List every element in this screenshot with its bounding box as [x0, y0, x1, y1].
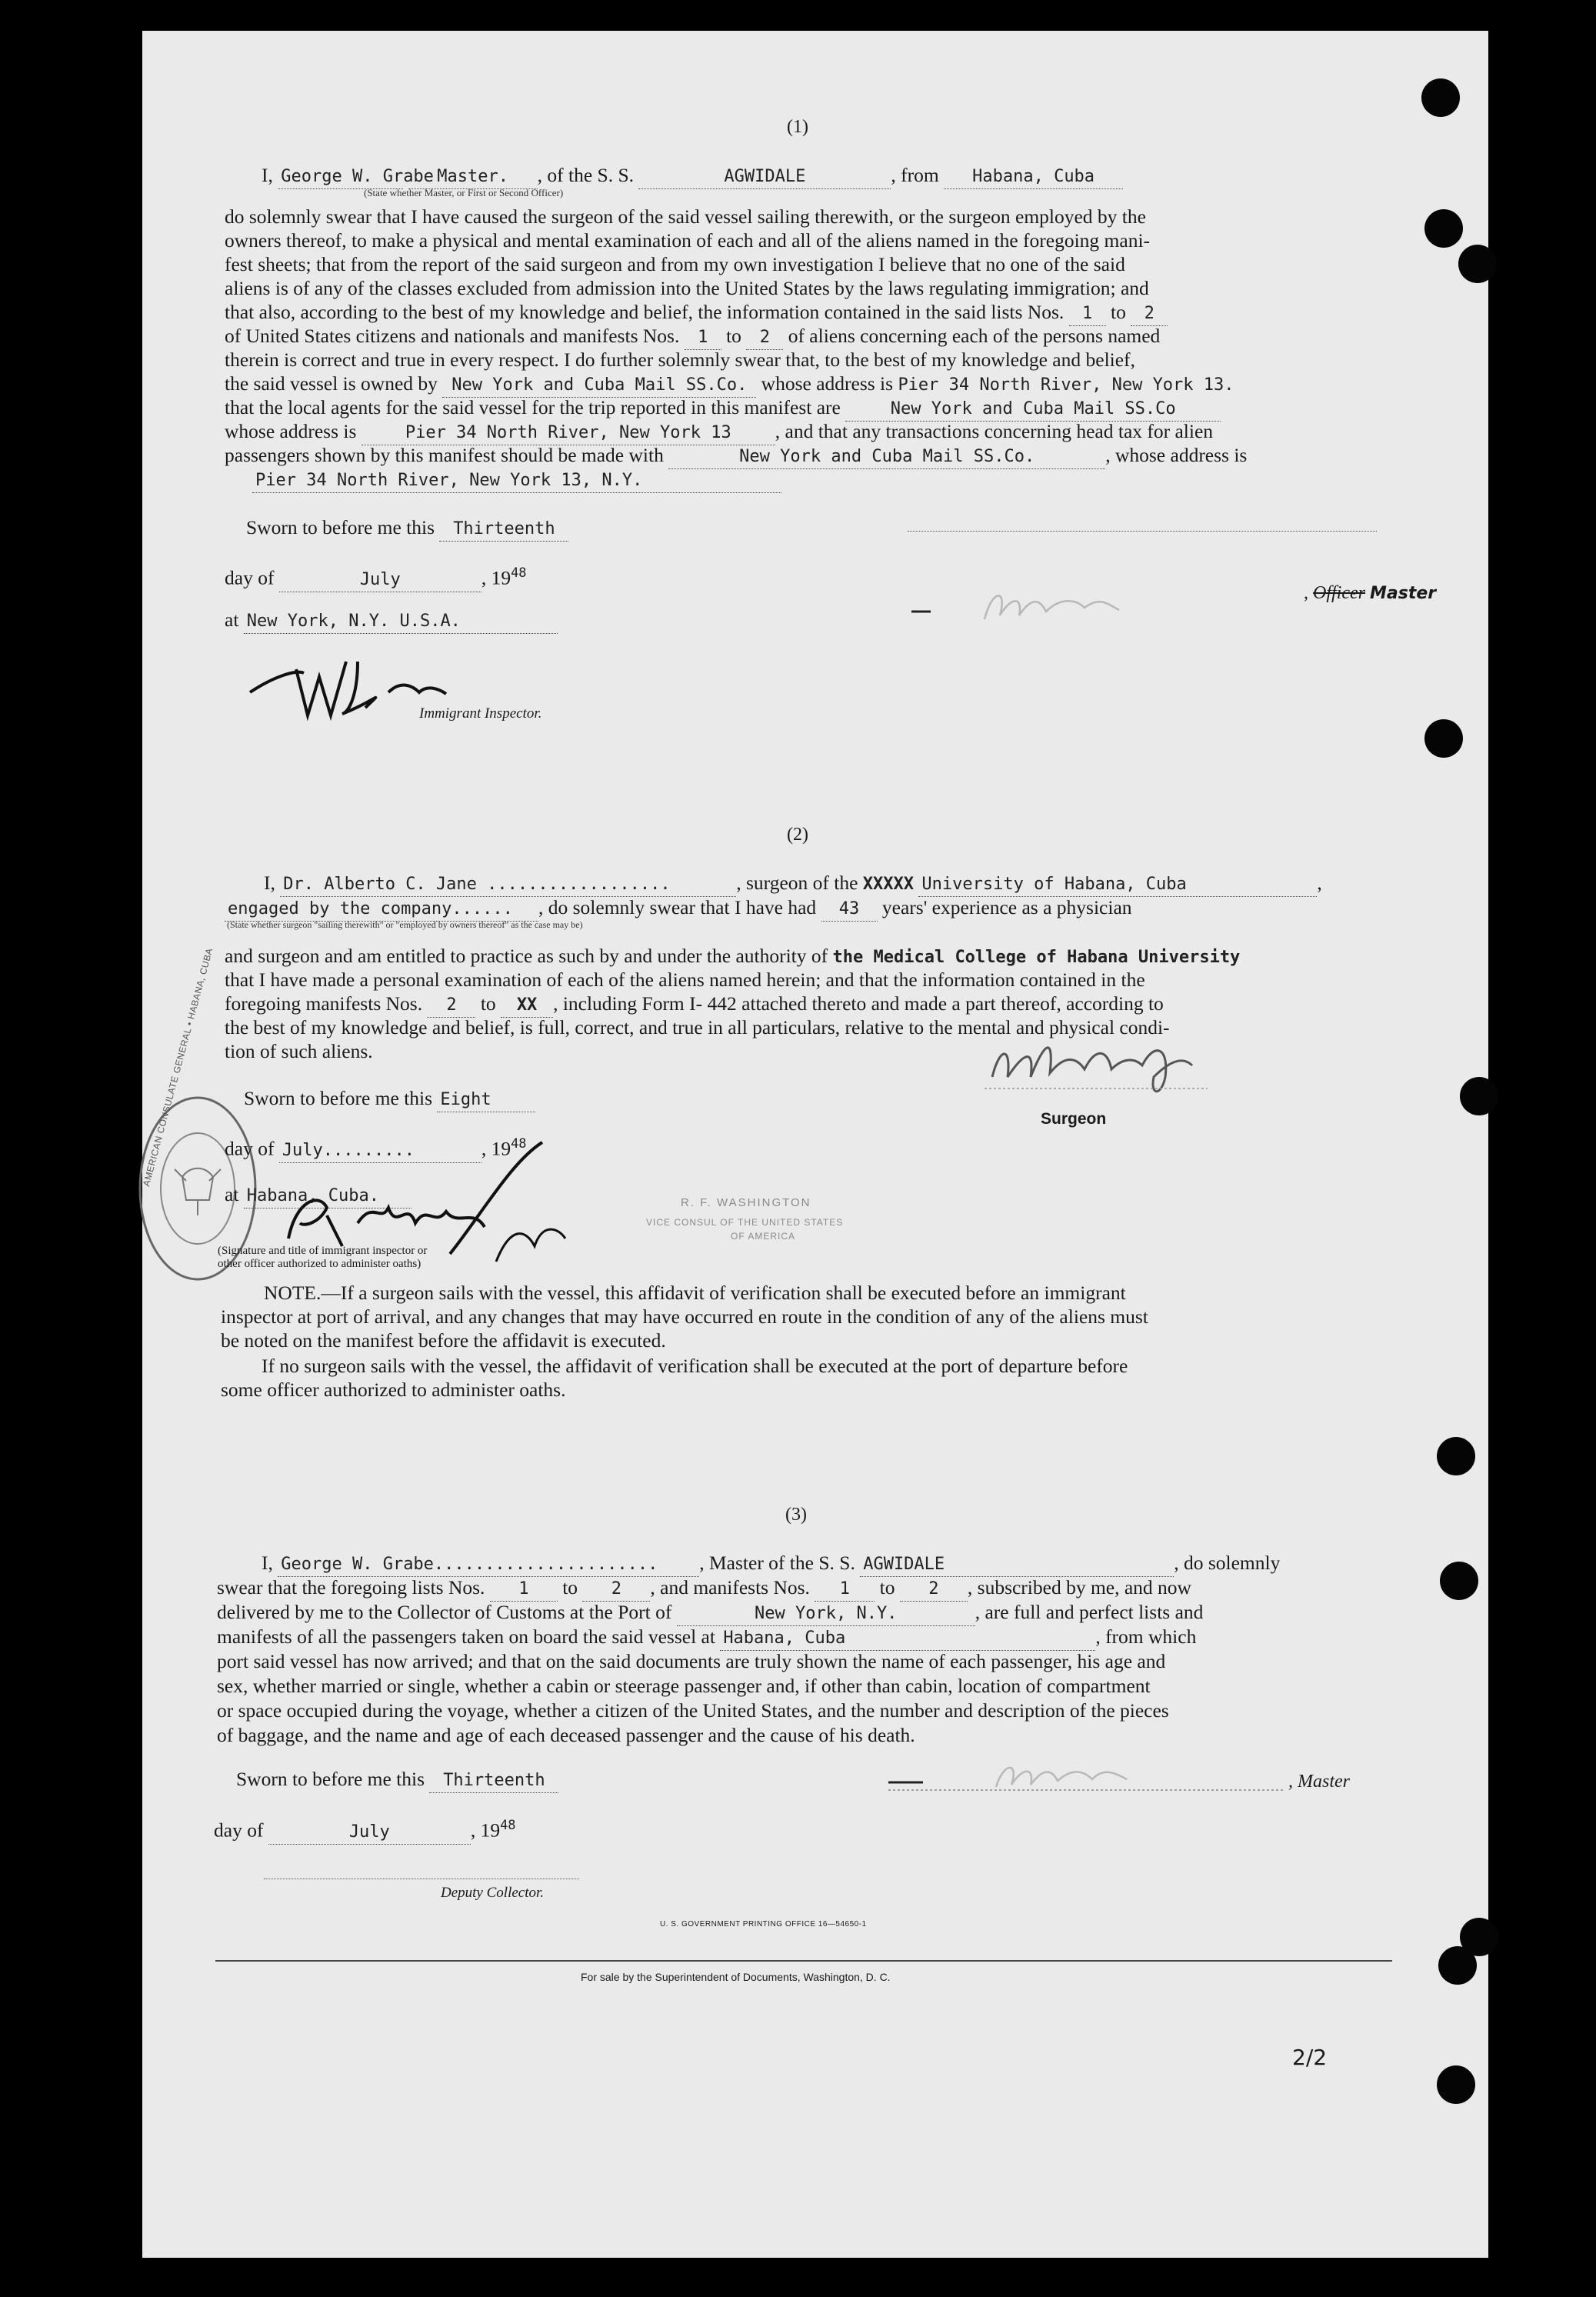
s3-para-5: port said vessel has now arrived; and that on the said documents are truly shown the name of each passenger, his age and — [217, 1650, 1166, 1672]
s1-para-10: whose address is Pier 34 North River, New York 13 , and that any transactions concerning head tax for alien — [225, 419, 1213, 445]
s1-para-9: that the local agents for the said vessel for the trip reported in this manifest are New York and Cuba Mail SS.Co — [225, 395, 1221, 422]
institution-field: University of Habana, Cuba — [918, 872, 1317, 897]
consul-stamp-title-1: VICE CONSUL OF THE UNITED STATES — [646, 1217, 844, 1228]
s1-date-line: day of July , $19^{48}$ — [225, 562, 527, 592]
departure-port-field: Habana, Cuba — [944, 165, 1123, 189]
section-2-number: (2) — [787, 825, 808, 845]
s2-manifest-from: 2 — [427, 993, 475, 1018]
master-signature-3 — [885, 1750, 1300, 1796]
punch-hole — [1438, 1946, 1477, 1985]
s2-date-line: day of July......... , $19^{48}$ — [225, 1132, 527, 1163]
s1-para-7: therein is correct and true in every respect. I do further solemnly swear that, to the best of my knowledge and belief, — [225, 348, 1135, 371]
seal-text: AMERICAN CONSULATE GENERAL • HABANA, CUBA — [141, 946, 215, 1188]
owner-field: New York and Cuba Mail SS.Co. — [442, 373, 756, 398]
s3-year-field: 48 — [500, 1818, 516, 1833]
ship-name-field: AGWIDALE — [638, 165, 891, 189]
s2-para-4: the best of my knowledge and belief, is full, correct, and true in all particulars, relative to the mental and physical condi- — [225, 1016, 1170, 1038]
s1-rank-note: (State whether Master, or First or Second Officer) — [364, 187, 564, 198]
page-mark: 2/2 — [1292, 2045, 1328, 2070]
years-experience-field: 43 — [821, 897, 878, 922]
s2-para-5: tion of such aliens. — [225, 1040, 373, 1062]
owner-address-field: Pier 34 North River, New York 13. — [898, 375, 1234, 395]
s3-manifest-from: 1 — [815, 1577, 875, 1602]
manifest-from-field: 1 — [685, 325, 721, 350]
master-name-field: George W. Grabe — [278, 165, 403, 189]
document-page — [142, 31, 1488, 2258]
s2-surgeon-note: (State whether surgeon "sailing therewith" or "employed by owners thereof" as the case may be) — [227, 919, 583, 930]
s2-manifest-to: XX — [501, 993, 553, 1018]
s1-para-12 — [252, 467, 781, 493]
punch-hole — [1458, 245, 1497, 283]
s2-para-2: that I have made a personal examination of each of the aliens named herein; and that the information contained in the — [225, 968, 1145, 991]
surgeon-name-field: Dr. Alberto C. Jane .................. — [280, 872, 736, 897]
s3-para-8: of baggage, and the name and age of each deceased passenger and the cause of his death. — [217, 1724, 915, 1746]
s1-year-field: 48 — [511, 565, 527, 581]
s3-para-6: sex, whether married or single, whether a cabin or steerage passenger and, if other than cabin, location of compartment — [217, 1675, 1151, 1697]
s3-manifest-to: 2 — [900, 1577, 968, 1602]
s3-board-port-field: Habana, Cuba — [720, 1626, 1095, 1651]
s2-note-5: some officer authorized to administer oaths. — [221, 1379, 566, 1401]
s3-month-field: July — [268, 1820, 471, 1845]
s3-para-7: or space occupied during the voyage, whether a citizen of the United States, and the number and description of the pieces — [217, 1699, 1169, 1722]
s2-sworn-line: Sworn to before me this Eight — [244, 1086, 535, 1112]
s2-line-1: I, Dr. Alberto C. Jane .................. , surgeon of the XXXXX University of Habana, Cuba , — [264, 871, 1322, 897]
s2-officer-caption-2: other officer authorized to administer oaths) — [218, 1258, 421, 1270]
s2-para-1: and surgeon and am entitled to practice as such by and under the authority of the Medical College of Habana University — [225, 945, 1241, 967]
s3-date-line: day of July , $19^{48}$ — [214, 1814, 516, 1845]
master-handwritten: Master — [1369, 584, 1437, 603]
section-1-number: (1) — [787, 117, 808, 137]
rank-field: Master. — [408, 165, 538, 189]
punch-hole — [1440, 1562, 1478, 1600]
agents-address-field: Pier 34 North River, New York 13 — [362, 421, 775, 445]
surgeon-signature — [977, 1023, 1377, 1100]
manifest-to-field: 2 — [746, 325, 783, 350]
footer-rule — [215, 1960, 1392, 1962]
s1-para-2: owners thereof, to make a physical and mental examination of each and all of the aliens named in the foregoing mani- — [225, 229, 1151, 252]
consul-stamp-title-2: OF AMERICA — [731, 1231, 796, 1242]
punch-hole — [1460, 1077, 1498, 1115]
headtax-party-field: New York and Cuba Mail SS.Co. — [668, 445, 1105, 469]
list-to-field: 2 — [1131, 302, 1168, 326]
s1-master-sig-line — [908, 531, 1377, 532]
engagement-field: engaged by the company...... — [225, 897, 538, 922]
authority-field: the Medical College of Habana University — [832, 948, 1241, 967]
s1-para-4: aliens is of any of the classes excluded from admission into the United States by the laws regulating immigration; and — [225, 277, 1149, 299]
s1-sworn-line: Sworn to before me this Thirteenth — [246, 515, 568, 542]
s3-master-name-field: George W. Grabe...................... — [278, 1552, 699, 1577]
s1-place-line: at New York, N.Y. U.S.A. — [225, 608, 558, 634]
punch-hole — [1421, 78, 1460, 117]
s3-line-1: I, George W. Grabe...................... , Master of the S. S. AGWIDALE , do solemnly — [262, 1551, 1280, 1577]
punch-hole — [1437, 2065, 1475, 2104]
s3-sworn-line: Sworn to before me this Thirteenth — [236, 1767, 558, 1793]
surgeon-label: Surgeon — [1041, 1110, 1107, 1128]
s1-para-6: of United States citizens and nationals and manifests Nos. 1 to 2 of aliens concerning each of the persons named — [225, 324, 1160, 350]
sale-notice: For sale by the Superintendent of Documents, Washington, D. C. — [581, 1971, 891, 1983]
list-from-field: 1 — [1069, 302, 1106, 326]
s3-sworn-day-field: Thirteenth — [429, 1769, 558, 1793]
s1-officer-label: , Officer Master — [1304, 583, 1437, 603]
s1-month-field: July — [279, 568, 481, 592]
consul-stamp-name: R. F. WASHINGTON — [681, 1196, 811, 1209]
gpo-line: U. S. GOVERNMENT PRINTING OFFICE 16—54650-1 — [660, 1920, 867, 1929]
headtax-address-field: Pier 34 North River, New York 13, N.Y. — [252, 468, 781, 493]
s1-para-5: that also, according to the best of my knowledge and belief, the information contained in the said lists Nos. 1 to 2 — [225, 300, 1168, 326]
agents-field: New York and Cuba Mail SS.Co — [845, 397, 1221, 422]
s2-note-2: inspector at port of arrival, and any changes that may have occurred en route in the condition of any of the aliens must — [221, 1305, 1148, 1328]
s1-para-1: do solemnly swear that I have caused the surgeon of the said vessel sailing therewith, or the surgeon employed by the — [225, 205, 1146, 228]
s2-para-3: foregoing manifests Nos. 2 to XX , including Form I- 442 attached thereto and made a part thereof, according to — [225, 992, 1164, 1018]
s3-para-2: swear that the foregoing lists Nos. 1 to 2 , and manifests Nos. 1 to 2 , subscribed by me, and now — [217, 1575, 1191, 1602]
s2-note-1: NOTE.—If a surgeon sails with the vessel, this affidavit of verification shall be executed before an immigrant — [264, 1282, 1126, 1304]
master-signature-1 — [908, 573, 1369, 635]
section-3-number: (3) — [785, 1505, 807, 1525]
s1-place-field: New York, N.Y. U.S.A. — [244, 609, 558, 634]
collector-caption: Deputy Collector. — [441, 1885, 545, 1901]
s3-port-field: New York, N.Y. — [677, 1602, 975, 1626]
inspector-caption: Immigrant Inspector. — [419, 705, 542, 722]
punch-hole — [1424, 719, 1463, 758]
s2-officer-caption-1: (Signature and title of immigrant inspector or — [218, 1245, 428, 1257]
s3-master-label: , Master — [1288, 1772, 1350, 1792]
s3-list-to: 2 — [582, 1577, 650, 1602]
s3-para-3: delivered by me to the Collector of Customs at the Port of New York, N.Y. , are full and perfect lists and — [217, 1600, 1203, 1626]
s2-place-line: at Habana, Cuba. — [225, 1182, 411, 1209]
s3-para-4: manifests of all the passengers taken on board the said vessel at Habana, Cuba , from which — [217, 1625, 1196, 1651]
s3-list-from: 1 — [490, 1577, 558, 1602]
s1-para-8: the said vessel is owned by New York and Cuba Mail SS.Co. whose address is Pier 34 North River, New York 13. — [225, 372, 1234, 398]
s2-month-field: July......... — [279, 1138, 481, 1163]
punch-hole — [1424, 209, 1463, 248]
s2-sworn-day-field: Eight — [437, 1088, 535, 1112]
s2-note-4: If no surgeon sails with the vessel, the affidavit of verification shall be executed at the port of departure before — [262, 1355, 1128, 1377]
s1-line-1: I, George W. Grabe Master. , of the S. S. AGWIDALE , from Habana, Cuba — [262, 163, 1123, 189]
s2-place-field: Habana, Cuba. — [244, 1184, 411, 1209]
s2-note-3: be noted on the manifest before the affidavit is executed. — [221, 1329, 666, 1352]
s1-para-3: fest sheets; that from the report of the said surgeon and from my own investigation I believe that no one of the said — [225, 253, 1125, 275]
s1-sworn-day-field: Thirteenth — [439, 517, 568, 542]
s3-ship-field: AGWIDALE — [860, 1552, 1174, 1577]
s2-year-field: 48 — [511, 1136, 527, 1152]
s2-line-2: engaged by the company...... , do solemnly swear that I have had 43 years' experience as a physician — [225, 895, 1132, 922]
s1-para-11: passengers shown by this manifest should be made with New York and Cuba Mail SS.Co. , whose address is — [225, 443, 1247, 469]
punch-hole — [1437, 1437, 1475, 1475]
